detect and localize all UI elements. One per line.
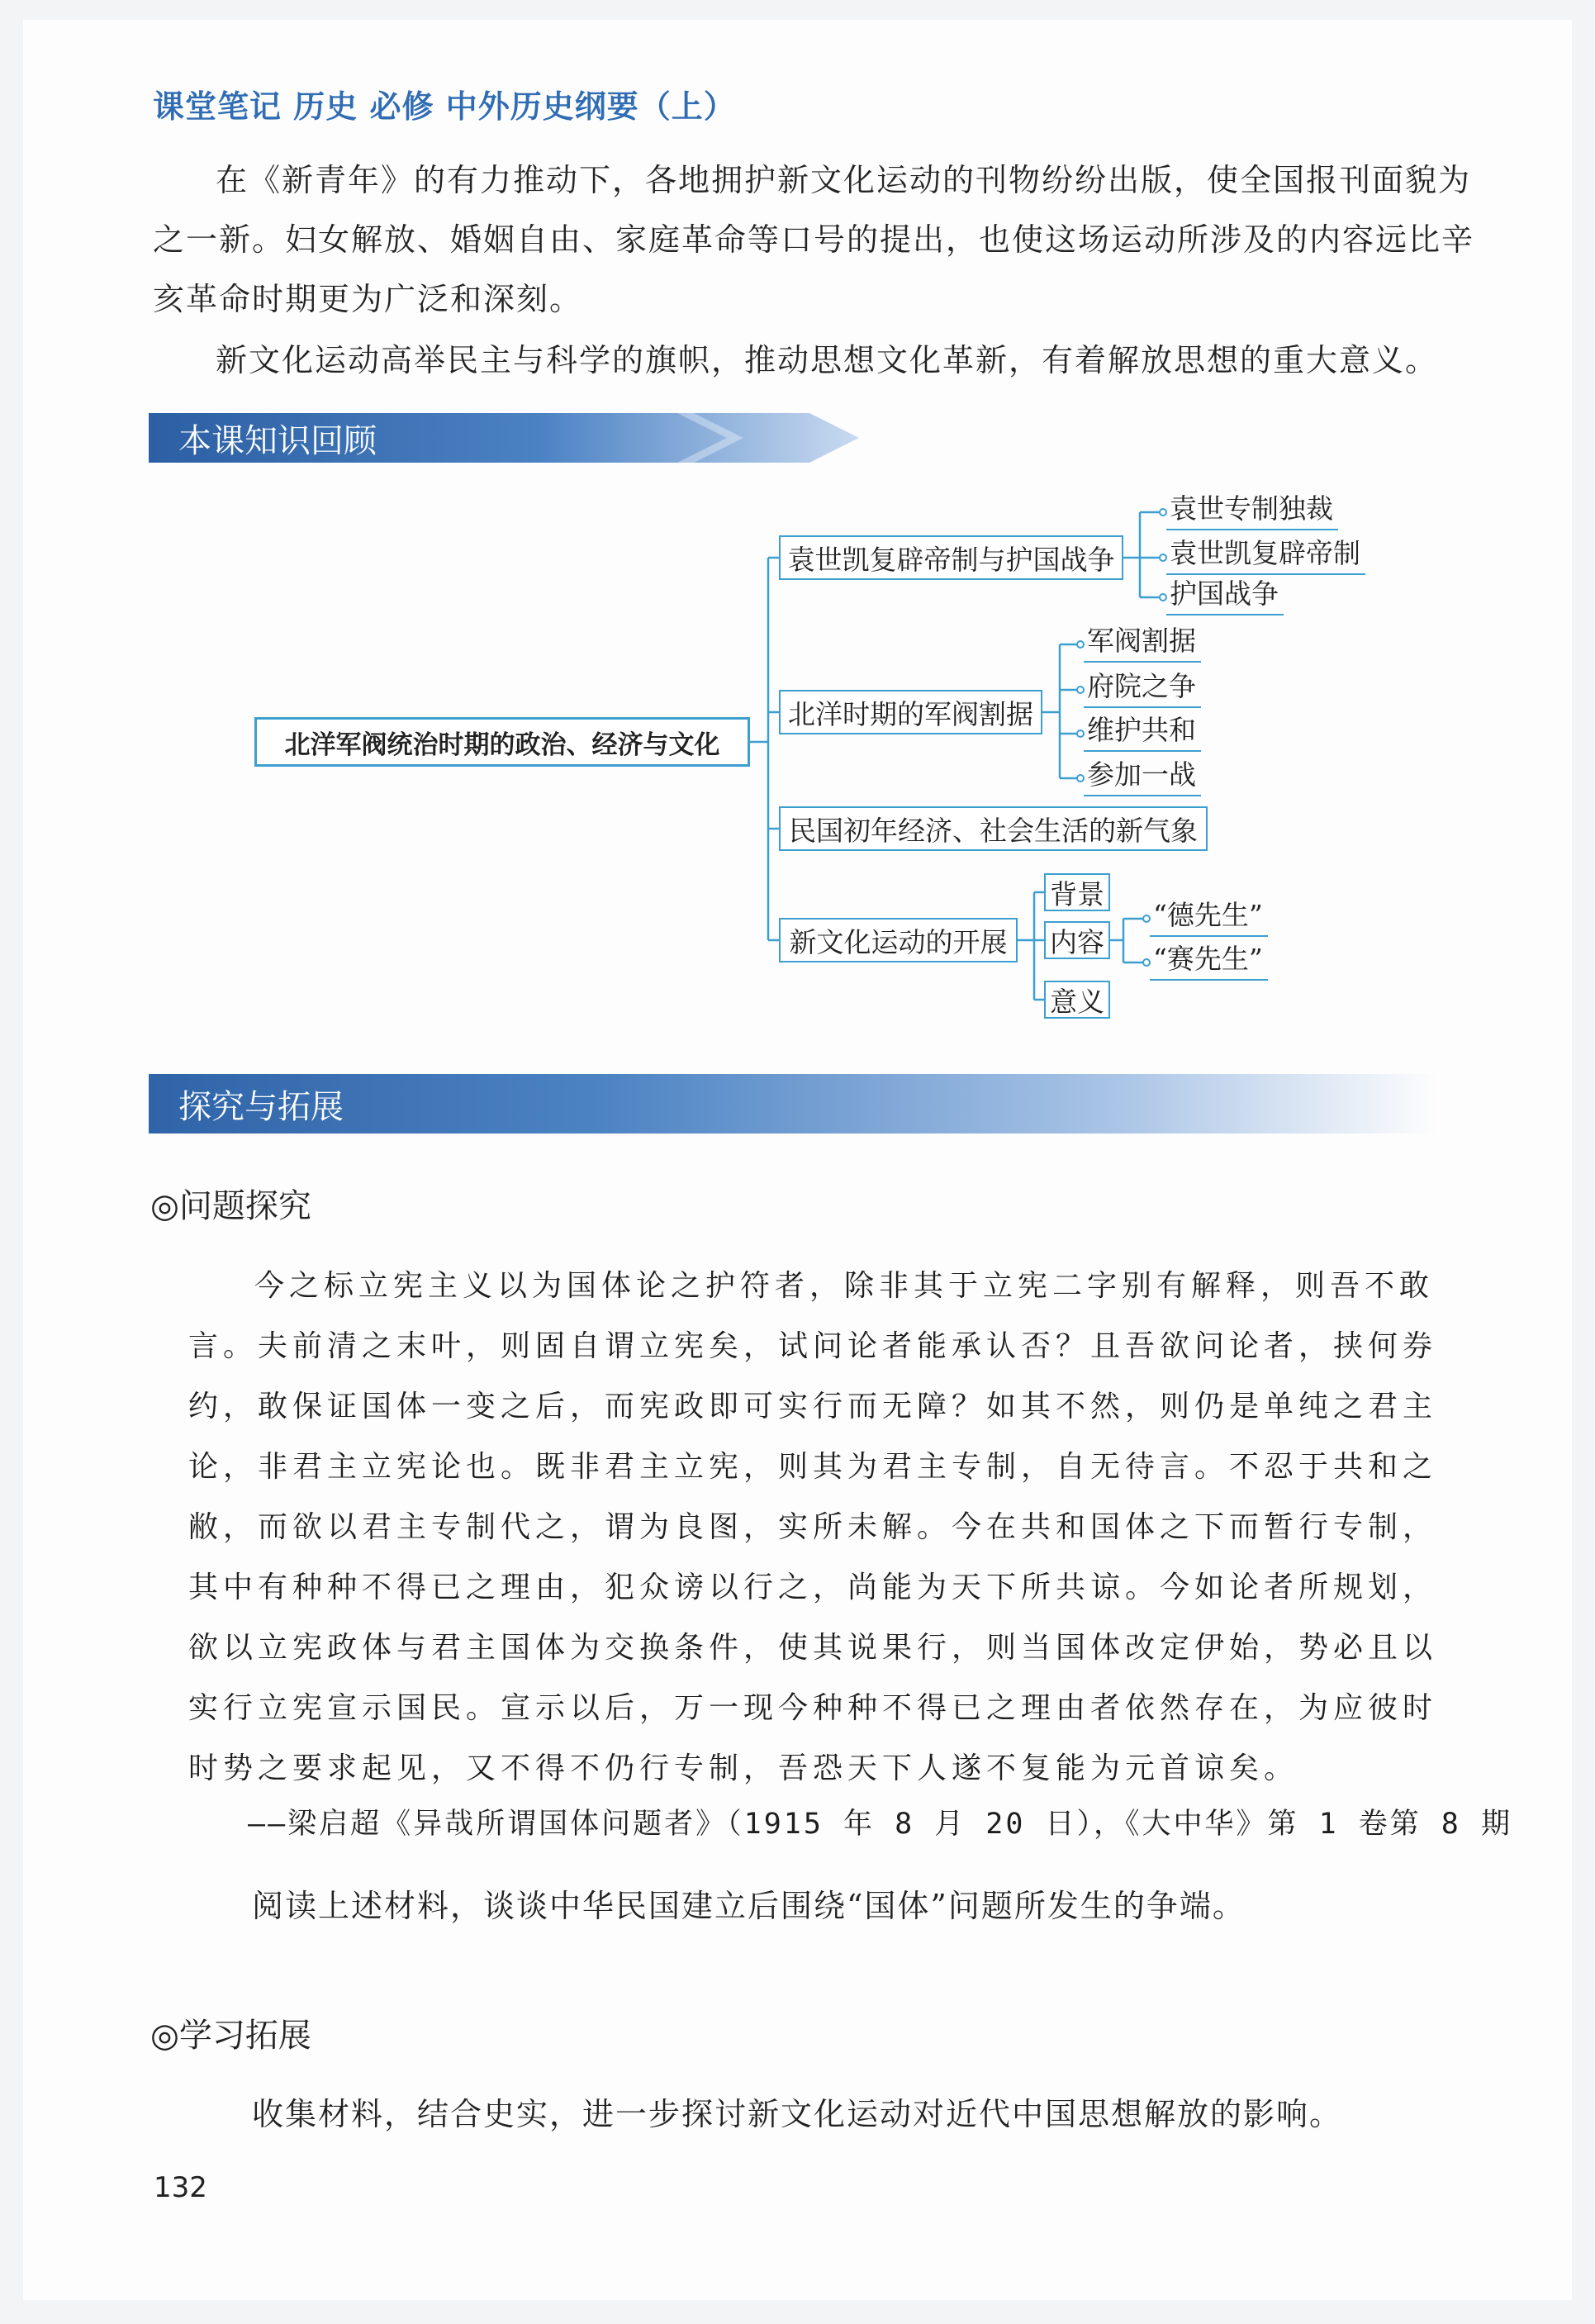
quote-source: ——梁启超《异哉所谓国体问题者》（1915 年 8 月 20 日），《大中华》第 1 卷第 8 期 bbox=[248, 1808, 1512, 1841]
leaf-warlord-separatism: 军阀割据 bbox=[1084, 623, 1201, 663]
leaf-mr-democracy: “德先生” bbox=[1150, 897, 1268, 937]
running-head: 课堂笔记 历史 必修 中外历史纲要（上） bbox=[153, 88, 736, 125]
explore-banner-label: 探究与拓展 bbox=[178, 1087, 344, 1126]
branch-new-social-life: 民国初年经济、社会生活的新气象 bbox=[779, 806, 1208, 851]
intro-paragraph-2: 新文化运动高举民主与科学的旗帜，推动思想文化革新，有着解放思想的重大意义。 bbox=[216, 342, 1439, 378]
child-background: 背景 bbox=[1044, 873, 1110, 911]
intro-paragraph-1: 在《新青年》的有力推动下，各地拥护新文化运动的刊物纷纷出版，使全国报刊面貌为之一新。妇女解放、婚姻自由、家庭革命等口号的提出，也使这场运动所涉及的内容远比辛亥革命时期更为广泛和深刻。 bbox=[153, 162, 1475, 317]
leaf-cabinet-dispute: 府院之争 bbox=[1084, 668, 1201, 708]
extension-task: 收集材料，结合史实，进一步探讨新文化运动对近代中国思想解放的影响。 bbox=[252, 2096, 1343, 2132]
mind-map-root: 北洋军阀统治时期的政治、经济与文化 bbox=[254, 717, 750, 767]
review-banner-label: 本课知识回顾 bbox=[178, 421, 377, 460]
child-content: 内容 bbox=[1044, 921, 1110, 959]
leaf-mr-science: “赛先生” bbox=[1150, 941, 1268, 981]
branch-new-culture-movement: 新文化运动的开展 bbox=[779, 918, 1018, 962]
branch-yuan-restoration: 袁世凯复辟帝制与护国战争 bbox=[779, 535, 1123, 580]
branch-warlord-separatism: 北洋时期的军阀割据 bbox=[779, 690, 1042, 734]
review-banner bbox=[149, 413, 859, 463]
extension-heading: ◎学习拓展 bbox=[150, 2017, 311, 2055]
leaf-yuan-restore-monarchy: 袁世凯复辟帝制 bbox=[1166, 535, 1365, 575]
quoted-passage: 今之标立宪主义以为国体论之护符者，除非其于立宪二字别有解释，则吾不敢言。夫前清之末叶，则固自谓立宪矣，试问论者能承认否？且吾欲问论者，挟何券约，敢保证国体一变之后，而宪政即可实行而无障？如其不然，则仍是单纯之君主论，非君主立宪论也。既非君主立宪，则其为君主专制，自无待言。不忍于共和之敝，而欲以君主专制代之，谓为良图，实所未解。今在共和国体之下而暂行专制，其中有种种不得已之理由，犯众谤以行之，尚能为天下所共谅。今如论者所规划，欲以立宪政体与君主国体为交换条件，使其说果行，则当国体改定伊始，势必且以实行立宪宣示国民。宣示以后，万一现今种种不得已之理由者依然存在，为应彼时时势之要求起见，又不得不仍行专制，吾恐天下人遂不复能为元首谅矣。 bbox=[188, 1269, 1438, 1785]
inquiry-question: 阅读上述材料，谈谈中华民国建立后围绕“国体”问题所发生的争端。 bbox=[252, 1888, 1246, 1924]
leaf-yuan-dictatorship: 袁世专制独裁 bbox=[1166, 491, 1338, 530]
leaf-protect-nation-war: 护国战争 bbox=[1166, 576, 1284, 615]
leaf-join-ww1: 参加一战 bbox=[1084, 757, 1201, 796]
explore-banner bbox=[149, 1074, 1437, 1133]
inquiry-heading: ◎问题探究 bbox=[150, 1187, 311, 1225]
child-significance: 意义 bbox=[1044, 981, 1110, 1019]
page-number: 132 bbox=[154, 2171, 207, 2204]
leaf-defend-republic: 维护共和 bbox=[1084, 712, 1201, 752]
